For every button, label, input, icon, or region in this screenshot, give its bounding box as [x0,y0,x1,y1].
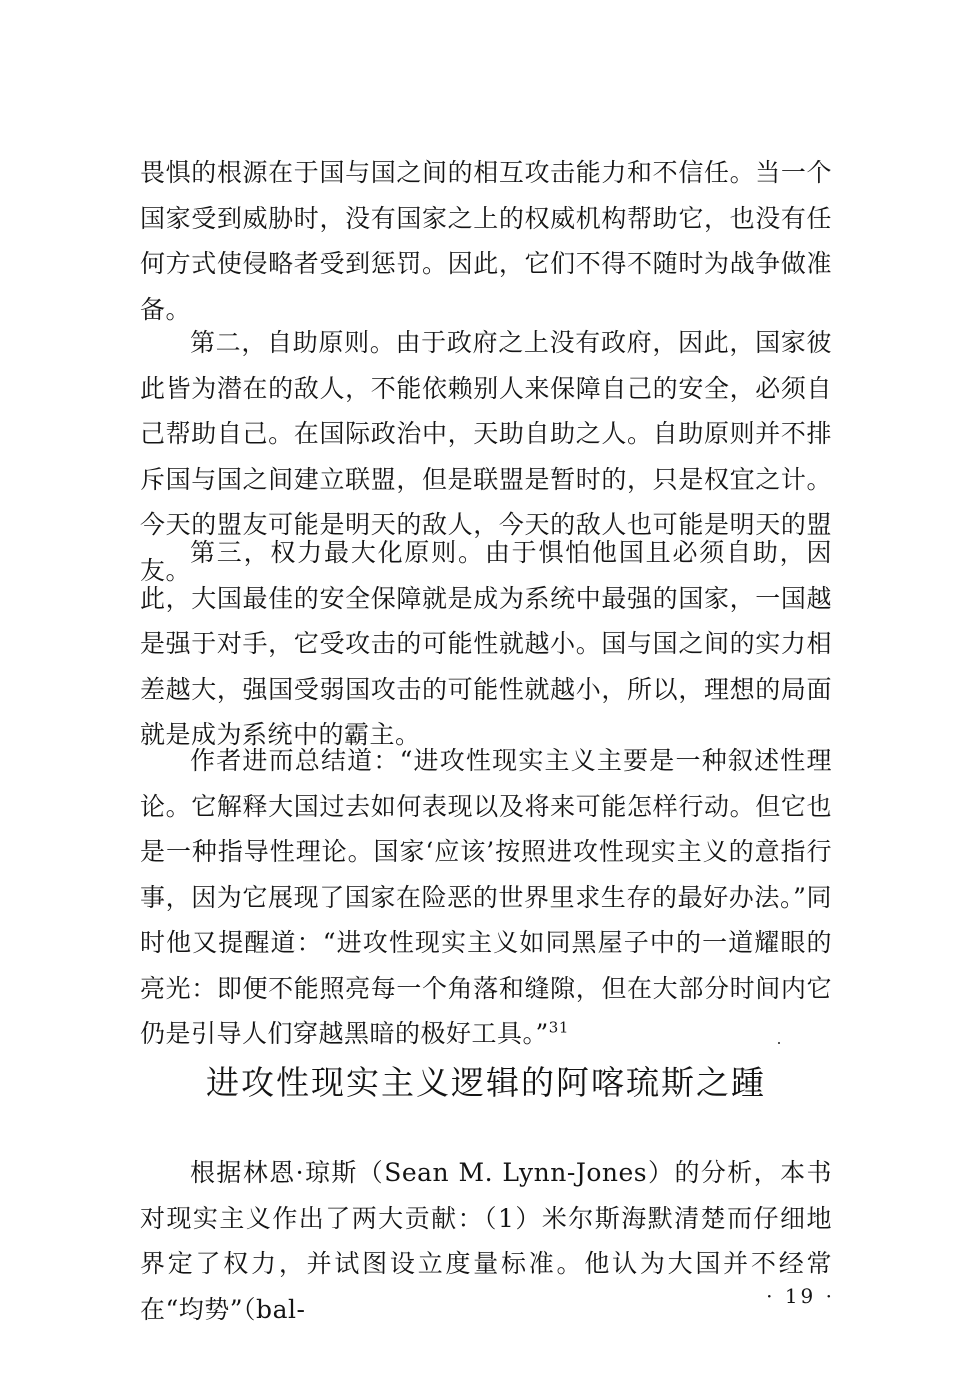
section-heading: 进攻性现实主义逻辑的阿喀琉斯之踵 [206,1063,766,1102]
scan-speck [778,1042,780,1044]
page-number: · 19 · [766,1284,835,1308]
paragraph-lynn-jones-analysis: 根据林恩·琼斯（Sean M. Lynn-Jones）的分析，本书对现实主义作出了两大贡献：（1）米尔斯海默清楚而仔细地界定了权力，并试图设立度量标准。他认为大国并不经常在“均势”（bal- [140,1158,832,1324]
paragraph-fear-roots: 畏惧的根源在于国与国之间的相互攻击能力和不信任。当一个国家受到威胁时，没有国家之上的权威机构帮助它，也没有任何方式使侵略者受到惩罚。因此，它们不得不随时为战争做准备。 [140,158,832,324]
summary-text: 作者进而总结道：“进攻性现实主义主要是一种叙述性理论。它解释大国过去如何表现以及将来可能怎样行动。但它也是一种指导性理论。国家‘应该’按照进攻性现实主义的意指行事，因为它展现了国家在险恶的世界里求生存的最好办法。”同时他又提醒道：“进攻性现实主义如同黑屋子中的一道耀眼的亮光：即便不能照亮每一个角落和缝隙，但在大部分时间内它仍是引导人们穿越黑暗的极好工具。” [140,746,832,1048]
paragraph-author-summary [140,738,832,1057]
paragraph-power-maximization: 第三，权力最大化原则。由于惧怕他国且必须自助，因此，大国最佳的安全保障就是成为系统中最强的国家，一国越是强于对手，它受攻击的可能性就越小。国与国之间的实力相差越大，强国受弱国攻击的可能性就越小，所以，理想的局面就是成为系统中的霸主。 [140,538,832,749]
paragraph-self-help: 第二，自助原则。由于政府之上没有政府，因此，国家彼此皆为潜在的敌人，不能依赖别人来保障自己的安全，必须自己帮助自己。在国际政治中，天助自助之人。自助原则并不排斥国与国之间建立联盟，但是联盟是暂时的，只是权宜之计。今天的盟友可能是明天的敌人，今天的敌人也可能是明天的盟友。 [140,328,832,585]
footnote-reference: 31 [548,1018,569,1037]
